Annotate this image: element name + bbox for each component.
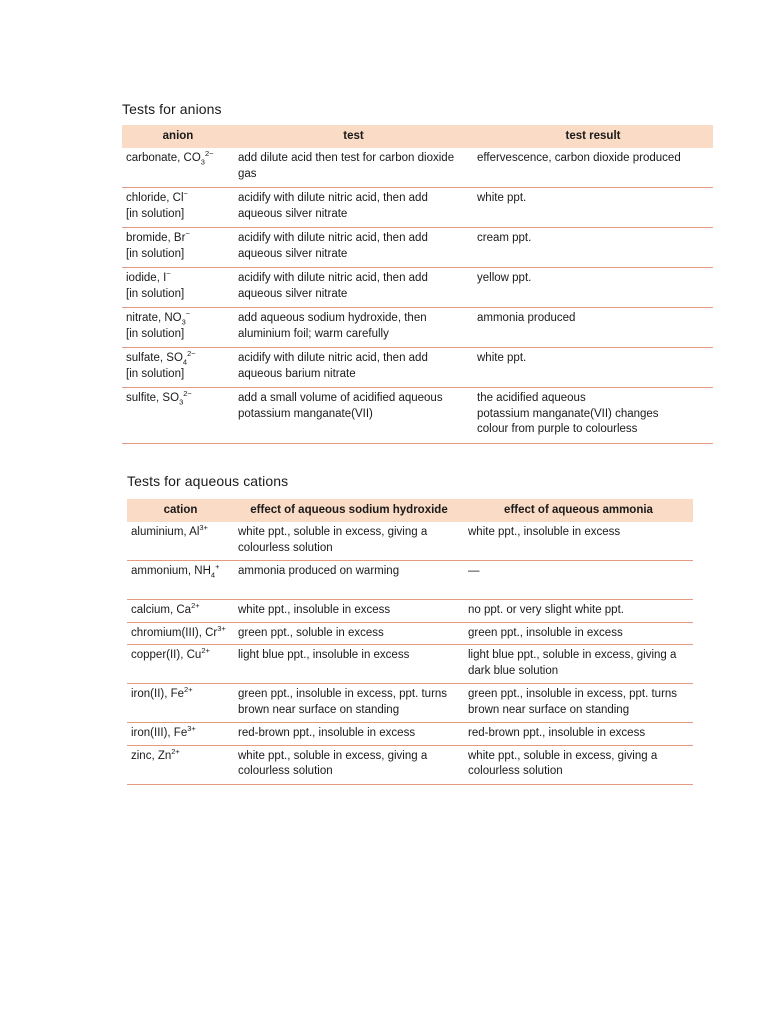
sodium-hydroxide-effect-cell-line: colourless solution [238, 765, 333, 777]
result-cell-line: ammonia produced [477, 312, 576, 324]
anion-tests-table [122, 125, 713, 444]
test-cell-line: aqueous silver nitrate [238, 247, 348, 260]
ion-cell [127, 561, 234, 600]
ion-name: aluminium, Al [131, 526, 200, 538]
test-cell-line: aqueous silver nitrate [238, 207, 348, 220]
cation-tests-title: Tests for aqueous cations [127, 473, 289, 489]
result-cell-line: white ppt. [477, 192, 527, 204]
result-cell-line: white ppt. [477, 352, 527, 364]
ion-state-note: [in solution] [126, 367, 185, 380]
ion-state-note: [in solution] [126, 327, 185, 340]
table-header-row [127, 499, 693, 522]
ammonia-effect-cell-line: brown near surface on standing [468, 703, 630, 716]
ion-name: iron(III), Fe [131, 727, 188, 739]
sodium-hydroxide-effect-cell [234, 522, 464, 561]
test-cell-line: acidify with dilute nitric acid, then add [238, 272, 428, 284]
ammonia-effect-cell [464, 622, 693, 645]
ion-charge: 2+ [171, 746, 180, 756]
sodium-hydroxide-effect-cell [234, 723, 464, 746]
test-cell-line: potassium manganate(VII) [238, 407, 373, 420]
ion-name: bromide, Br [126, 232, 186, 244]
ammonia-effect-cell-line: dark blue solution [468, 664, 559, 677]
ion-formula [131, 687, 234, 703]
ion-formula [126, 271, 234, 287]
ion-name: iron(II), Fe [131, 688, 185, 700]
table-row [122, 228, 713, 268]
ion-cell [122, 188, 234, 228]
test-cell [234, 148, 473, 188]
ion-name: ammonium, NH [131, 565, 211, 577]
ion-formula [131, 746, 234, 765]
ion-state-note: [in solution] [126, 247, 185, 260]
test-cell [234, 308, 473, 348]
sodium-hydroxide-effect-cell [234, 645, 464, 684]
result-cell [473, 348, 713, 388]
table-row [122, 308, 713, 348]
ammonia-effect-cell-line: red-brown ppt., insoluble in excess [468, 727, 646, 739]
ion-formula [126, 151, 234, 167]
test-cell [234, 268, 473, 308]
ion-charge: + [215, 562, 220, 572]
test-cell [234, 388, 473, 444]
sodium-hydroxide-effect-cell-line: ammonia produced on warming [238, 565, 400, 577]
ion-subscript: 4 [210, 570, 216, 580]
result-cell-line: potassium manganate(VII) changes [477, 407, 659, 420]
ion-cell [122, 308, 234, 348]
ion-name: chloride, Cl [126, 192, 184, 204]
ion-name: zinc, Zn [131, 749, 172, 762]
ion-formula [131, 648, 234, 664]
ion-state-note: [in solution] [126, 287, 185, 300]
sodium-hydroxide-effect-cell [234, 561, 464, 600]
sodium-hydroxide-effect-cell [234, 622, 464, 645]
table-row [127, 600, 693, 623]
table-row [122, 188, 713, 228]
test-cell-line: gas [238, 167, 257, 180]
result-cell [473, 228, 713, 268]
result-cell [473, 268, 713, 308]
ion-charge: 2+ [191, 601, 200, 611]
ion-formula [131, 726, 234, 742]
ammonia-effect-cell-line: no ppt. or very slight white ppt. [468, 604, 624, 616]
column-header-cation: cation [127, 499, 234, 522]
ion-charge: 3+ [199, 523, 208, 533]
ion-state-note: [in solution] [126, 207, 185, 220]
test-cell-line: aqueous silver nitrate [238, 287, 348, 300]
ion-charge: 2+ [184, 685, 193, 695]
column-header-test: test [234, 125, 473, 148]
ion-cell [122, 268, 234, 308]
sodium-hydroxide-effect-cell-line: green ppt., insoluble in excess, ppt. turns [238, 688, 448, 700]
ion-cell [122, 348, 234, 388]
test-cell-line: add dilute acid then test for carbon dioxide [238, 152, 455, 164]
sodium-hydroxide-effect-cell [234, 745, 464, 784]
sodium-hydroxide-effect-cell-line: white ppt., soluble in excess, giving a [238, 526, 428, 538]
table-header-row [122, 125, 713, 148]
table-row [122, 268, 713, 308]
result-cell-line: yellow ppt. [477, 272, 532, 284]
ion-formula [126, 311, 234, 327]
table-row [122, 148, 713, 188]
ion-cell [122, 388, 234, 444]
test-cell-line: acidify with dilute nitric acid, then add [238, 232, 428, 244]
sodium-hydroxide-effect-cell-line: brown near surface on standing [238, 703, 400, 716]
ion-cell [127, 723, 234, 746]
table-row [127, 723, 693, 746]
result-cell-line: cream ppt. [477, 232, 532, 244]
sodium-hydroxide-effect-cell-line: red-brown ppt., insoluble in excess [238, 727, 416, 739]
ion-formula [131, 603, 234, 619]
result-cell-line: the acidified aqueous [477, 392, 586, 404]
ion-cell [127, 684, 234, 723]
ammonia-effect-cell-line: green ppt., insoluble in excess, ppt. turns [468, 688, 678, 700]
ion-name: calcium, Ca [131, 604, 192, 616]
ion-charge: − [185, 309, 191, 319]
ammonia-effect-cell-line: light blue ppt., soluble in excess, giving a [468, 649, 677, 661]
ion-formula [131, 623, 234, 642]
column-header-anion: anion [122, 125, 234, 148]
ion-formula [131, 525, 234, 541]
ammonia-effect-cell-line: — [468, 565, 480, 577]
ion-name: sulfate, SO [126, 352, 183, 364]
sodium-hydroxide-effect-cell-line: white ppt., soluble in excess, giving a [238, 749, 428, 762]
ion-name: nitrate, NO [126, 312, 182, 324]
column-header-test-result: test result [473, 125, 713, 148]
ammonia-effect-cell-line: white ppt., soluble in excess, giving a [468, 749, 658, 762]
sodium-hydroxide-effect-cell [234, 684, 464, 723]
table-row [122, 388, 713, 444]
result-cell-line: effervescence, carbon dioxide produced [477, 152, 681, 164]
ion-name: chromium(III), Cr [131, 626, 218, 639]
ion-cell [122, 228, 234, 268]
sodium-hydroxide-effect-cell-line: green ppt., soluble in excess [238, 626, 384, 639]
test-cell [234, 228, 473, 268]
sodium-hydroxide-effect-cell-line: colourless solution [238, 541, 333, 554]
ammonia-effect-cell [464, 723, 693, 746]
sodium-hydroxide-effect-cell [234, 600, 464, 623]
table-row [127, 745, 693, 784]
ion-charge: − [166, 269, 171, 279]
ion-formula [126, 351, 234, 367]
ion-charge: 3+ [187, 724, 196, 734]
result-cell [473, 388, 713, 444]
ion-cell [127, 600, 234, 623]
ion-charge: 3+ [217, 623, 226, 633]
ion-formula [126, 391, 234, 407]
cation-tests-section [127, 472, 693, 785]
ion-charge: − [185, 229, 190, 239]
test-cell-line: acidify with dilute nitric acid, then add [238, 192, 428, 204]
ion-name: sulfite, SO [126, 392, 180, 404]
anion-tests-title: Tests for anions [122, 101, 222, 117]
ion-charge: 2+ [201, 646, 210, 656]
cation-tests-table [127, 499, 693, 785]
ion-charge: 2− [204, 149, 214, 159]
table-row [127, 622, 693, 645]
ion-charge: 2− [183, 389, 192, 399]
test-cell-line: add a small volume of acidified aqueous [238, 392, 443, 404]
ion-formula [126, 191, 234, 207]
table-row [127, 522, 693, 561]
table-row [127, 561, 693, 600]
test-cell-line: add aqueous sodium hydroxide, then [238, 312, 427, 324]
ion-formula [131, 564, 234, 580]
ammonia-effect-cell-line: colourless solution [468, 765, 563, 777]
ammonia-effect-cell-line: white ppt., insoluble in excess [468, 526, 621, 538]
table-row [127, 645, 693, 684]
ammonia-effect-cell [464, 645, 693, 684]
test-cell [234, 348, 473, 388]
ion-cell [122, 148, 234, 188]
ion-subscript: 4 [182, 357, 188, 367]
ammonia-effect-cell [464, 600, 693, 623]
column-header-sodium-hydroxide: effect of aqueous sodium hydroxide [234, 499, 464, 522]
result-cell [473, 148, 713, 188]
ion-cell [127, 522, 234, 561]
ion-name: copper(II), Cu [131, 649, 202, 661]
ion-cell [127, 645, 234, 684]
table-row [127, 684, 693, 723]
test-cell-line: acidify with dilute nitric acid, then add [238, 352, 428, 364]
sodium-hydroxide-effect-cell-line: light blue ppt., insoluble in excess [238, 649, 410, 661]
ion-charge: − [183, 189, 188, 199]
sodium-hydroxide-effect-cell-line: white ppt., insoluble in excess [238, 604, 391, 616]
ammonia-effect-cell [464, 745, 693, 784]
ion-subscript: 3 [200, 157, 205, 167]
ammonia-effect-cell-line: green ppt., insoluble in excess [468, 626, 623, 639]
test-cell-line: aqueous barium nitrate [238, 367, 356, 380]
result-cell [473, 308, 713, 348]
ion-formula [126, 231, 234, 247]
table-row [122, 348, 713, 388]
ion-name: iodide, I [126, 272, 167, 284]
ammonia-effect-cell [464, 684, 693, 723]
ion-cell [127, 745, 234, 784]
ammonia-effect-cell [464, 522, 693, 561]
ion-cell [127, 622, 234, 645]
anion-tests-section [122, 100, 713, 444]
result-cell-line: colour from purple to colourless [477, 423, 638, 435]
test-cell [234, 188, 473, 228]
column-header-ammonia: effect of aqueous ammonia [464, 499, 693, 522]
ion-subscript: 3 [181, 317, 186, 327]
result-cell [473, 188, 713, 228]
ion-name: carbonate, CO [126, 152, 201, 164]
ion-charge: 2− [187, 349, 196, 359]
ammonia-effect-cell [464, 561, 693, 600]
test-cell-line: aluminium foil; warm carefully [238, 327, 389, 340]
ion-subscript: 3 [179, 397, 184, 407]
